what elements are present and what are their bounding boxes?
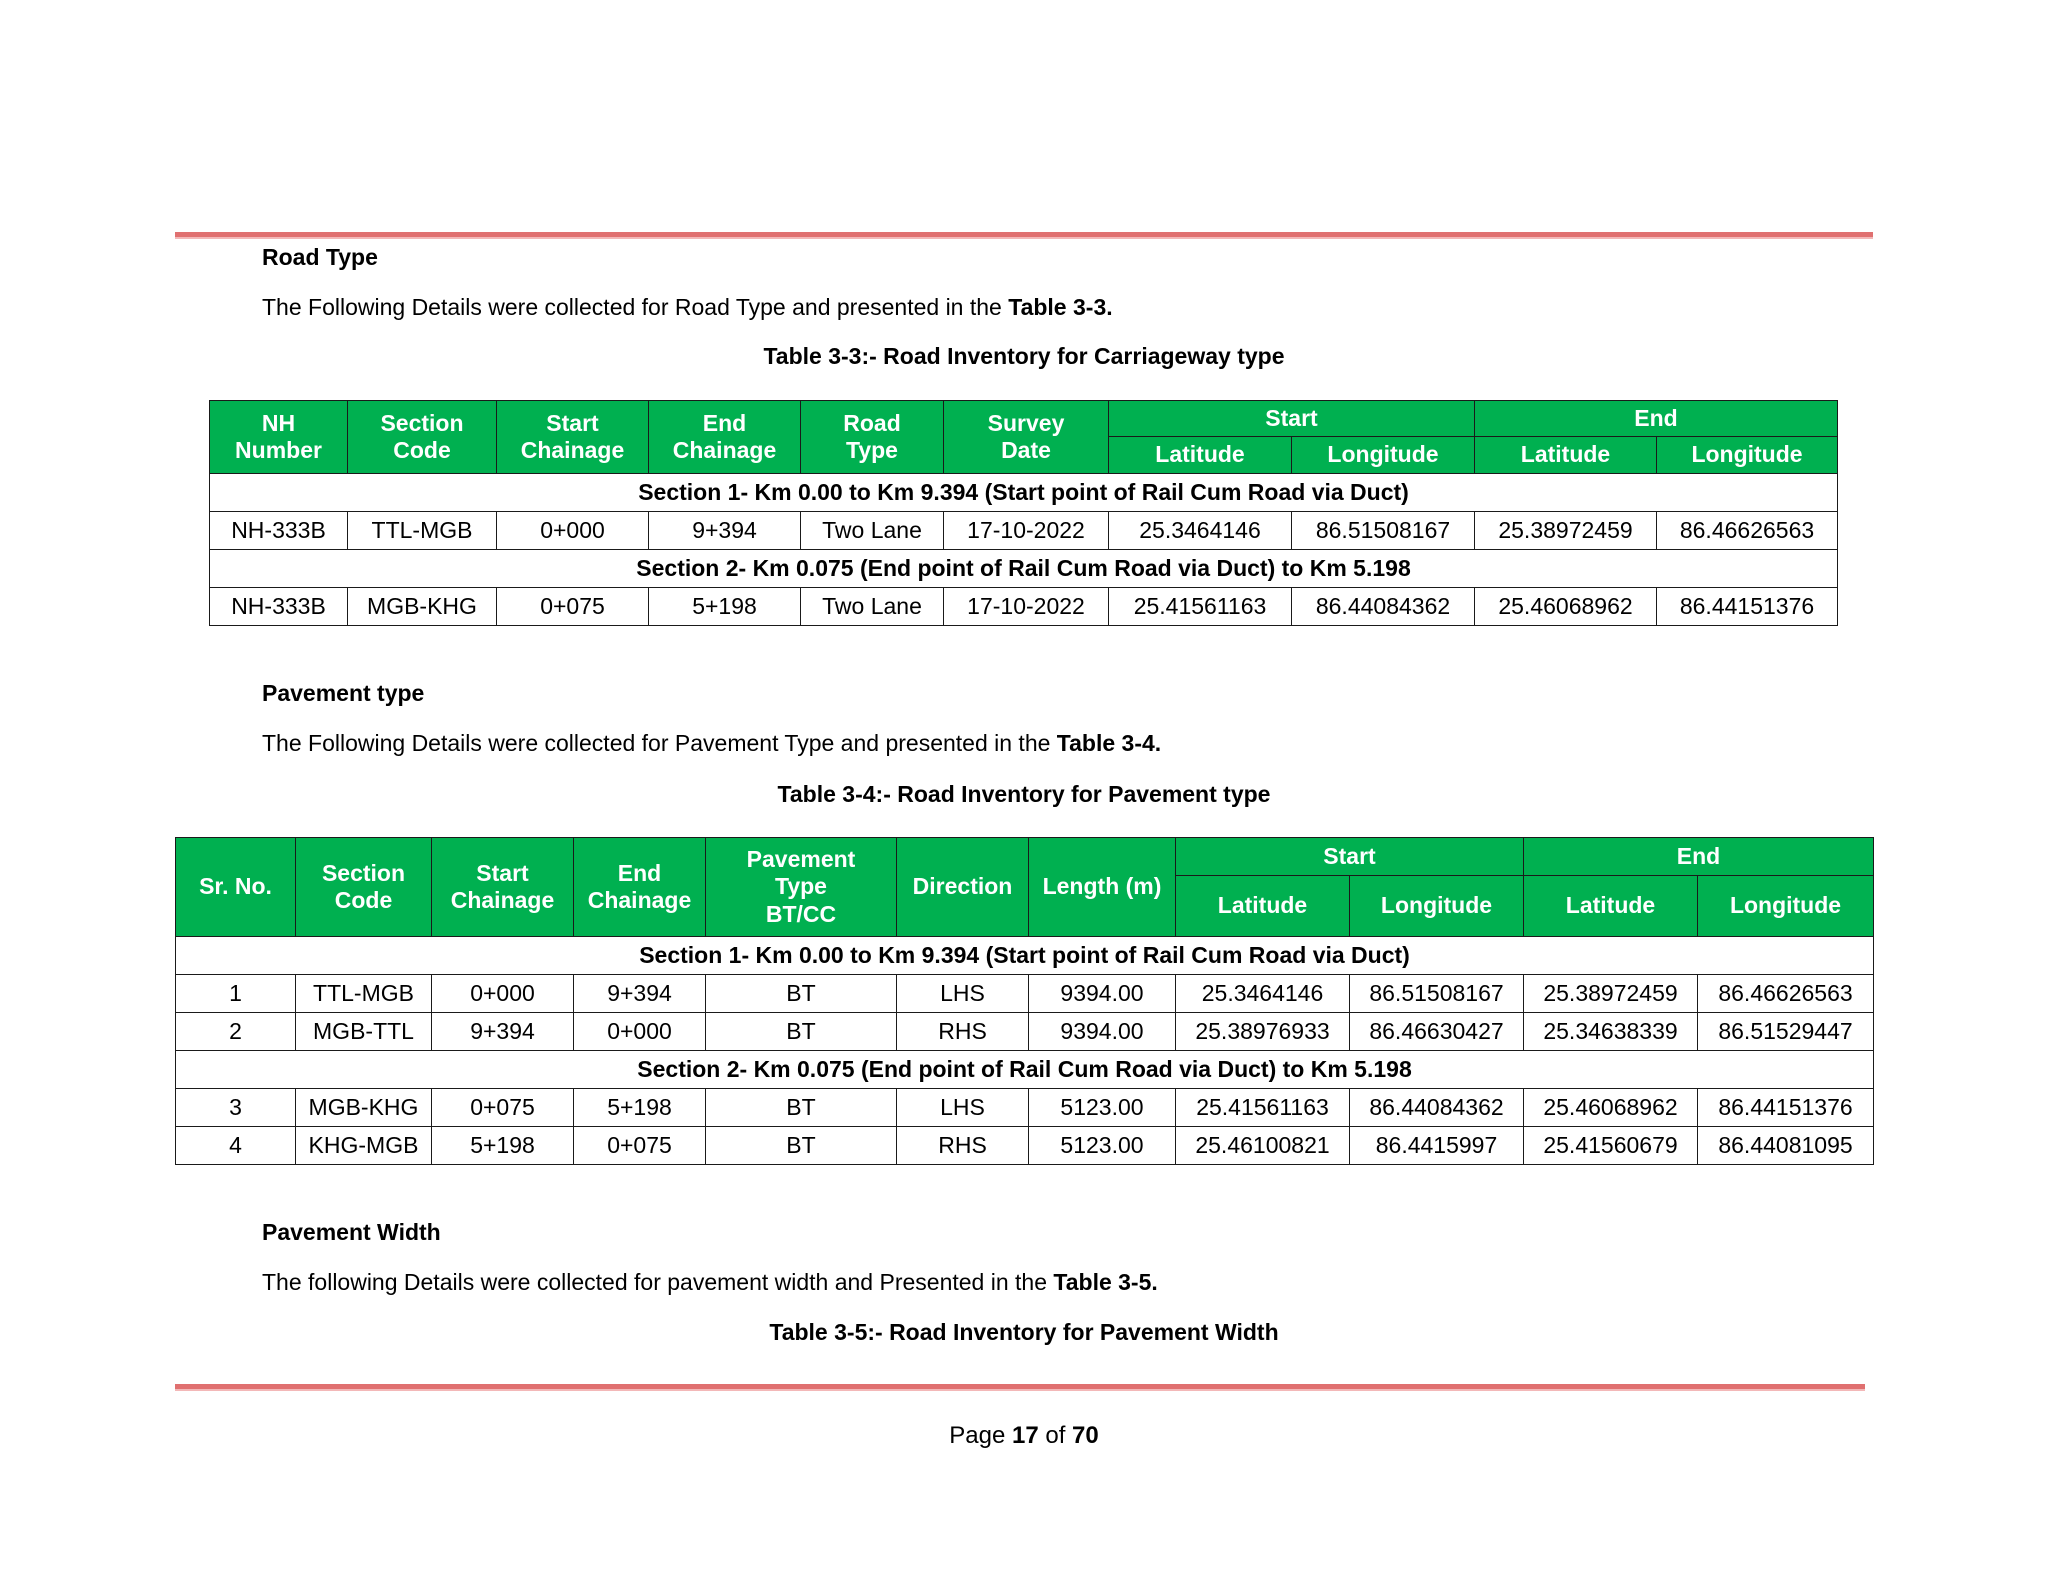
pavement-width-paragraph	[262, 1269, 1158, 1296]
cell: Two Lane	[801, 512, 944, 550]
col-start-longitude: Longitude	[1350, 876, 1524, 937]
section-row: Section 2- Km 0.075 (End point of Rail Cum Road via Duct) to Km 5.198	[176, 1051, 1874, 1089]
cell: 86.44151376	[1698, 1089, 1874, 1127]
cell: 86.51508167	[1350, 975, 1524, 1013]
page-footer	[0, 1422, 2048, 1450]
table-row	[176, 1013, 1874, 1051]
cell: 9394.00	[1029, 975, 1176, 1013]
cell: Two Lane	[801, 588, 944, 626]
col-start-chainage: Start Chainage	[432, 838, 574, 937]
cell: 86.4415997	[1350, 1127, 1524, 1165]
cell: 17-10-2022	[944, 512, 1109, 550]
cell: 0+000	[574, 1013, 706, 1051]
table-row	[210, 588, 1838, 626]
road-type-paragraph-text: The Following Details were collected for Road Type and presented in the	[262, 294, 1009, 320]
pavement-type-paragraph	[262, 730, 1161, 757]
cell: 5+198	[432, 1127, 574, 1165]
cell: 86.44081095	[1698, 1127, 1874, 1165]
cell: 5123.00	[1029, 1127, 1176, 1165]
cell: BT	[706, 975, 897, 1013]
road-type-table-ref: Table 3-3.	[1008, 294, 1113, 320]
col-end-longitude: Longitude	[1657, 437, 1838, 474]
col-end-chainage: End Chainage	[649, 401, 801, 474]
table-row	[176, 975, 1874, 1013]
col-length: Length (m)	[1029, 838, 1176, 937]
road-type-paragraph	[262, 294, 1113, 321]
cell: 86.46626563	[1698, 975, 1874, 1013]
cell: 25.3464146	[1176, 975, 1350, 1013]
cell: 25.38976933	[1176, 1013, 1350, 1051]
table-3-5-caption: Table 3-5:- Road Inventory for Pavement Width	[769, 1319, 1279, 1345]
col-group-end: End	[1524, 838, 1874, 876]
pavement-width-table-ref: Table 3-5.	[1053, 1269, 1158, 1295]
col-end-chainage: End Chainage	[574, 838, 706, 937]
col-road-type: Road Type	[801, 401, 944, 474]
cell: 5+198	[574, 1089, 706, 1127]
cell: 25.38972459	[1475, 512, 1657, 550]
cell: 0+075	[432, 1089, 574, 1127]
total-pages: 70	[1072, 1422, 1099, 1449]
table-row	[176, 1127, 1874, 1165]
col-start-longitude: Longitude	[1292, 437, 1475, 474]
cell: NH-333B	[210, 512, 348, 550]
road-type-heading: Road Type	[262, 244, 378, 270]
cell: 0+000	[497, 512, 649, 550]
col-group-end: End	[1475, 401, 1838, 437]
cell: MGB-KHG	[348, 588, 497, 626]
table-3-3	[209, 400, 1838, 626]
cell: BT	[706, 1089, 897, 1127]
col-group-start: Start	[1109, 401, 1475, 437]
cell: 0+075	[574, 1127, 706, 1165]
page-label: Page	[949, 1422, 1006, 1449]
col-survey-date: Survey Date	[944, 401, 1109, 474]
cell: 5+198	[649, 588, 801, 626]
cell: BT	[706, 1013, 897, 1051]
cell: 2	[176, 1013, 296, 1051]
col-direction: Direction	[897, 838, 1029, 937]
col-nh-number: NH Number	[210, 401, 348, 474]
cell: 86.44151376	[1657, 588, 1838, 626]
col-end-latitude: Latitude	[1475, 437, 1657, 474]
cell: 0+000	[432, 975, 574, 1013]
pavement-width-heading: Pavement Width	[262, 1219, 441, 1245]
cell: 3	[176, 1089, 296, 1127]
cell: 25.34638339	[1524, 1013, 1698, 1051]
cell: 25.46100821	[1176, 1127, 1350, 1165]
table-row	[176, 1089, 1874, 1127]
cell: 5123.00	[1029, 1089, 1176, 1127]
section-row: Section 1- Km 0.00 to Km 9.394 (Start point of Rail Cum Road via Duct)	[176, 937, 1874, 975]
cell: 25.46068962	[1475, 588, 1657, 626]
cell: BT	[706, 1127, 897, 1165]
col-end-longitude: Longitude	[1698, 876, 1874, 937]
col-section-code: Section Code	[348, 401, 497, 474]
pavement-width-paragraph-text: The following Details were collected for pavement width and Presented in the	[262, 1269, 1054, 1295]
cell: 25.46068962	[1524, 1089, 1698, 1127]
col-start-latitude: Latitude	[1109, 437, 1292, 474]
section-row: Section 1- Km 0.00 to Km 9.394 (Start point of Rail Cum Road via Duct)	[210, 474, 1838, 512]
cell: 25.41561163	[1176, 1089, 1350, 1127]
cell: 25.41560679	[1524, 1127, 1698, 1165]
cell: LHS	[897, 1089, 1029, 1127]
table-3-4	[175, 837, 1874, 1165]
table-3-4-caption: Table 3-4:- Road Inventory for Pavement type	[777, 781, 1271, 807]
pavement-type-table-ref: Table 3-4.	[1056, 730, 1162, 756]
col-start-latitude: Latitude	[1176, 876, 1350, 937]
cell: 86.46626563	[1657, 512, 1838, 550]
cell: 86.46630427	[1350, 1013, 1524, 1051]
header-rule	[175, 232, 1873, 239]
of-label: of	[1045, 1422, 1066, 1449]
cell: 86.51508167	[1292, 512, 1475, 550]
cell: 0+075	[497, 588, 649, 626]
cell: 25.41561163	[1109, 588, 1292, 626]
cell: 9394.00	[1029, 1013, 1176, 1051]
cell: 86.51529447	[1698, 1013, 1874, 1051]
pavement-type-heading: Pavement type	[262, 680, 425, 706]
cell: MGB-KHG	[296, 1089, 432, 1127]
page-number: 17	[1011, 1422, 1039, 1449]
cell: RHS	[897, 1127, 1029, 1165]
col-group-start: Start	[1176, 838, 1524, 876]
cell: NH-333B	[210, 588, 348, 626]
cell: 17-10-2022	[944, 588, 1109, 626]
cell: LHS	[897, 975, 1029, 1013]
col-end-latitude: Latitude	[1524, 876, 1698, 937]
col-section-code: Section Code	[296, 838, 432, 937]
cell: 86.44084362	[1292, 588, 1475, 626]
cell: 9+394	[574, 975, 706, 1013]
cell: TTL-MGB	[348, 512, 497, 550]
cell: 9+394	[649, 512, 801, 550]
cell: 1	[176, 975, 296, 1013]
col-sr-no: Sr. No.	[176, 838, 296, 937]
col-pavement-type: Pavement Type BT/CC	[706, 838, 897, 937]
cell: 25.3464146	[1109, 512, 1292, 550]
pavement-type-paragraph-text: The Following Details were collected for Pavement Type and presented in the	[262, 730, 1057, 756]
table-3-3-caption: Table 3-3:- Road Inventory for Carriageway type	[763, 343, 1285, 369]
col-start-chainage: Start Chainage	[497, 401, 649, 474]
cell: 9+394	[432, 1013, 574, 1051]
cell: KHG-MGB	[296, 1127, 432, 1165]
table-row	[210, 512, 1838, 550]
cell: TTL-MGB	[296, 975, 432, 1013]
cell: 86.44084362	[1350, 1089, 1524, 1127]
footer-rule	[175, 1384, 1865, 1391]
cell: 4	[176, 1127, 296, 1165]
cell: MGB-TTL	[296, 1013, 432, 1051]
section-row: Section 2- Km 0.075 (End point of Rail Cum Road via Duct) to Km 5.198	[210, 550, 1838, 588]
cell: RHS	[897, 1013, 1029, 1051]
cell: 25.38972459	[1524, 975, 1698, 1013]
